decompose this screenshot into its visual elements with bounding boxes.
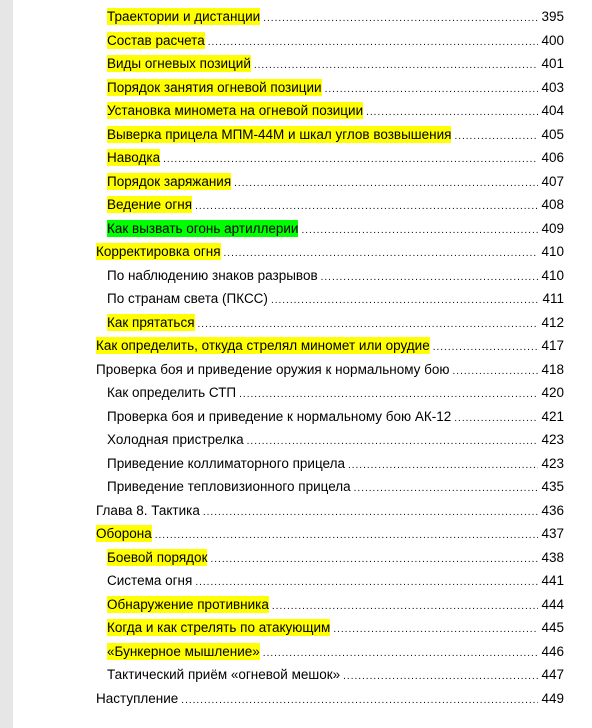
toc-entry[interactable] <box>96 29 564 53</box>
toc-entry[interactable] <box>96 311 564 335</box>
document-page <box>13 0 592 728</box>
toc-entry[interactable] <box>96 687 564 711</box>
document-left-gutter <box>0 0 13 728</box>
toc-entry-page-number: 403 <box>541 79 564 95</box>
toc-dot-leader <box>163 148 538 172</box>
toc-entry-title[interactable]: Как определить СТП <box>107 385 237 400</box>
toc-entry[interactable] <box>96 522 564 546</box>
toc-entry-page-number: 447 <box>541 667 564 682</box>
toc-entry[interactable] <box>96 76 564 100</box>
toc-entry-page-number: 423 <box>541 455 564 471</box>
toc-entry-title[interactable]: Приведение тепловизионного прицела <box>107 479 351 494</box>
toc-entry-page-number: 400 <box>541 32 564 48</box>
toc-entry[interactable] <box>96 663 564 687</box>
toc-dot-leader <box>301 219 538 243</box>
toc-entry[interactable] <box>96 287 564 311</box>
toc-entry-title[interactable]: Обнаружение противника <box>107 596 269 612</box>
toc-entry-page-number: 436 <box>541 502 564 518</box>
toc-dot-leader <box>181 689 538 713</box>
toc-entry-page-number: 406 <box>541 150 564 165</box>
toc-dot-leader <box>454 125 538 149</box>
toc-entry[interactable] <box>96 146 564 170</box>
toc-entry[interactable] <box>96 358 564 382</box>
toc-entry-page-number: 423 <box>541 432 564 447</box>
toc-dot-leader <box>348 454 538 478</box>
toc-dot-leader <box>333 618 538 642</box>
toc-entry-title[interactable]: Виды огневых позиций <box>107 56 251 71</box>
toc-dot-leader <box>366 101 538 125</box>
toc-dot-leader <box>203 501 538 525</box>
toc-entry[interactable] <box>96 569 564 593</box>
toc-entry-page-number: 409 <box>541 220 564 236</box>
toc-entry-title[interactable]: Когда и как стрелять по атакующим <box>107 620 331 635</box>
toc-dot-leader <box>453 360 538 384</box>
toc-entry-page-number: 418 <box>541 361 564 377</box>
toc-entry-page-number: 435 <box>541 479 564 494</box>
toc-entry[interactable] <box>96 52 564 76</box>
toc-entry-title[interactable]: Холодная пристрелка <box>107 432 244 447</box>
toc-entry-title[interactable]: Глава 8. Тактика <box>96 502 200 518</box>
toc-entry-page-number: 395 <box>541 9 564 24</box>
toc-entry-title[interactable]: Как вызвать огонь артиллерии <box>107 220 299 236</box>
toc-entry[interactable] <box>96 381 564 405</box>
toc-entry[interactable] <box>96 452 564 476</box>
toc-entry-page-number: 437 <box>541 526 564 541</box>
toc-entry-title[interactable]: По странам света (ПКСС) <box>107 291 268 306</box>
toc-entry[interactable] <box>96 240 564 264</box>
toc-entry[interactable] <box>96 475 564 499</box>
toc-entry-title[interactable]: Оборона <box>96 526 152 541</box>
toc-entry[interactable] <box>96 264 564 288</box>
toc-entry-page-number: 420 <box>541 385 564 400</box>
toc-entry-page-number: 405 <box>541 126 564 142</box>
toc-entry-title[interactable]: Как прятаться <box>107 314 195 330</box>
toc-dot-leader <box>224 242 538 266</box>
toc-entry-page-number: 445 <box>541 620 564 635</box>
toc-entry-title[interactable]: Проверка боя и приведение к нормальному бою АК-12 <box>107 408 452 424</box>
toc-entry[interactable] <box>96 499 564 523</box>
toc-entry-page-number: 417 <box>541 338 564 353</box>
toc-entry[interactable] <box>96 170 564 194</box>
toc-entry-title[interactable]: Тактический приём «огневой мешок» <box>107 667 341 682</box>
toc-dot-leader <box>155 524 538 548</box>
toc-entry-title[interactable]: Ведение огня <box>107 197 193 212</box>
toc-dot-leader <box>454 407 538 431</box>
toc-entry-page-number: 407 <box>541 173 564 189</box>
toc-entry[interactable] <box>96 217 564 241</box>
toc-entry-page-number: 438 <box>541 549 564 565</box>
toc-entry[interactable] <box>96 640 564 664</box>
toc-entry-page-number: 410 <box>541 244 564 259</box>
toc-entry[interactable] <box>96 123 564 147</box>
toc-dot-leader <box>247 430 538 454</box>
toc-entry[interactable] <box>96 428 564 452</box>
toc-entry-title[interactable]: Траектории и дистанции <box>107 9 261 24</box>
table-of-contents <box>96 5 564 710</box>
toc-dot-leader <box>254 54 538 78</box>
toc-entry-page-number: 401 <box>541 56 564 71</box>
toc-entry[interactable] <box>96 99 564 123</box>
toc-entry[interactable] <box>96 616 564 640</box>
toc-dot-leader <box>195 571 538 595</box>
toc-dot-leader <box>321 266 538 290</box>
toc-dot-leader <box>210 548 538 572</box>
toc-entry-title[interactable]: Выверка прицела МПМ-44М и шкал углов возвышения <box>107 126 452 142</box>
toc-entry-title[interactable]: Состав расчета <box>107 32 205 48</box>
toc-entry-title[interactable]: Порядок занятия огневой позиции <box>107 79 322 95</box>
toc-entry[interactable] <box>96 5 564 29</box>
toc-entry-title[interactable]: Как определить, откуда стрелял миномет или орудие <box>96 338 430 353</box>
toc-entry-title[interactable]: Наводка <box>107 150 161 165</box>
toc-dot-leader <box>239 383 538 407</box>
toc-entry-title[interactable]: Корректировка огня <box>96 244 221 259</box>
toc-entry[interactable] <box>96 546 564 570</box>
toc-entry-page-number: 412 <box>541 314 564 330</box>
toc-dot-leader <box>433 336 538 360</box>
toc-entry-page-number: 449 <box>541 690 564 706</box>
toc-entry[interactable] <box>96 334 564 358</box>
toc-entry-title[interactable]: Боевой порядок <box>107 549 208 565</box>
toc-entry-title[interactable]: Проверка боя и приведение оружия к нормальному бою <box>96 361 450 377</box>
toc-dot-leader <box>343 665 538 689</box>
toc-entry-page-number: 408 <box>541 197 564 212</box>
toc-entry-page-number: 411 <box>542 291 564 306</box>
toc-dot-leader <box>263 7 538 31</box>
toc-entry[interactable] <box>96 593 564 617</box>
toc-dot-leader <box>234 172 538 196</box>
toc-dot-leader <box>208 31 538 55</box>
toc-dot-leader <box>198 313 538 337</box>
toc-entry-title[interactable]: Система огня <box>107 573 193 588</box>
toc-entry-page-number: 444 <box>541 596 564 612</box>
toc-dot-leader <box>354 477 538 501</box>
toc-dot-leader <box>325 78 538 102</box>
toc-dot-leader <box>195 195 538 219</box>
toc-entry-page-number: 421 <box>541 408 564 424</box>
toc-entry-page-number: 410 <box>541 267 564 283</box>
toc-entry[interactable] <box>96 193 564 217</box>
toc-entry-title[interactable]: «Бункерное мышление» <box>107 643 260 659</box>
toc-entry-title[interactable]: Порядок заряжания <box>107 173 232 189</box>
toc-entry-page-number: 446 <box>541 643 564 659</box>
toc-entry-title[interactable]: Наступление <box>96 690 179 706</box>
toc-dot-leader <box>263 642 538 666</box>
toc-entry-title[interactable]: По наблюдению знаков разрывов <box>107 267 318 283</box>
toc-entry-title[interactable]: Установка миномета на огневой позиции <box>107 103 364 118</box>
toc-dot-leader <box>271 289 538 313</box>
toc-entry-page-number: 404 <box>541 103 564 118</box>
toc-entry-page-number: 441 <box>541 573 564 588</box>
toc-entry[interactable] <box>96 405 564 429</box>
toc-dot-leader <box>272 595 538 619</box>
toc-entry-title[interactable]: Приведение коллиматорного прицела <box>107 455 345 471</box>
